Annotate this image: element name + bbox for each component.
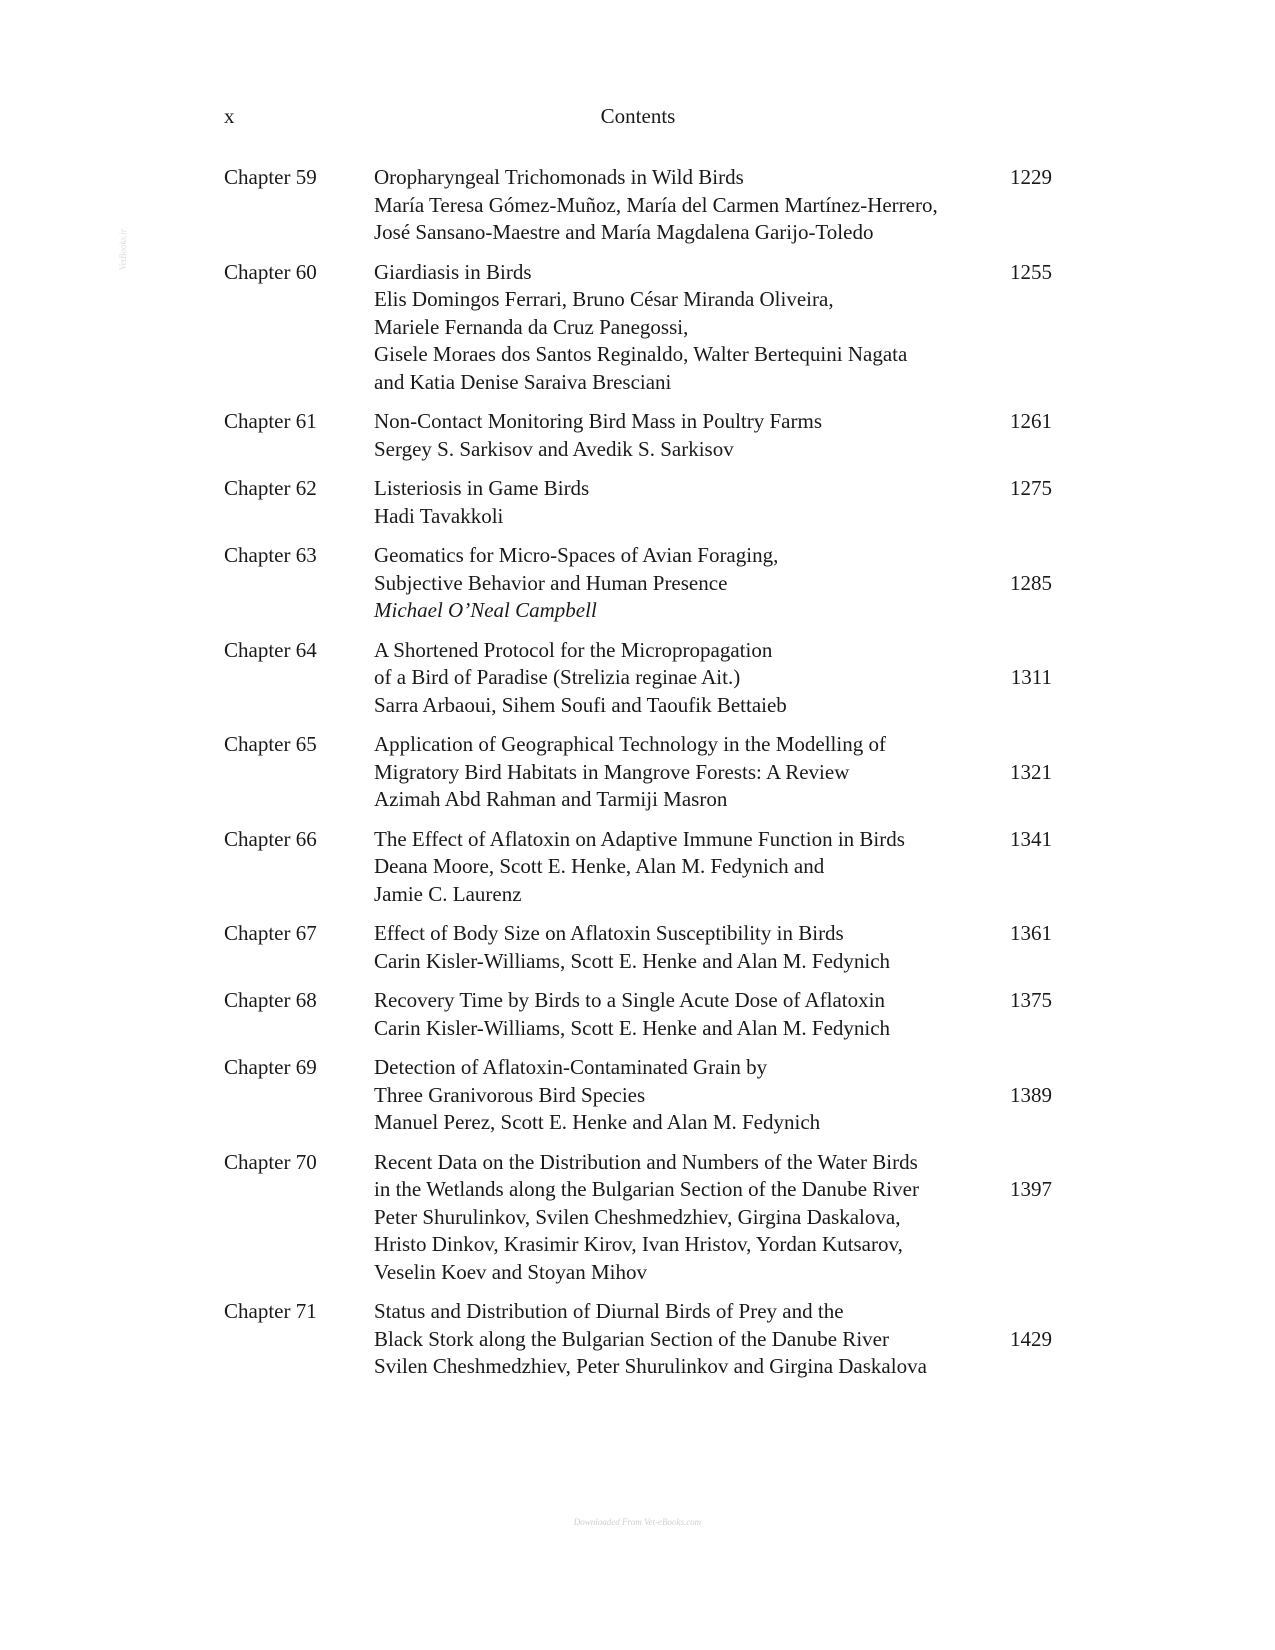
toc-entry[interactable] [224, 826, 1052, 909]
chapter-line: Manuel Perez, Scott E. Henke and Alan M. Fedynich [374, 1110, 821, 1134]
toc-entry[interactable] [224, 475, 1052, 530]
chapter-label: Chapter 70 [224, 1149, 317, 1174]
chapter-line: Carin Kisler-Williams, Scott E. Henke and Alan M. Fedynich [374, 948, 891, 973]
chapter-label: Chapter 65 [224, 732, 317, 756]
chapter-line: Sarra Arbaoui, Sihem Soufi and Taoufik Bettaieb [374, 692, 787, 717]
chapter-line: Deana Moore, Scott E. Henke, Alan M. Fedynich and [374, 854, 825, 878]
chapter-text [374, 408, 1008, 463]
chapter-title-line: Geomatics for Micro-Spaces of Avian Foraging, [374, 543, 779, 567]
chapter-label: Chapter 68 [224, 988, 317, 1012]
chapter-title-line: Effect of Body Size on Aflatoxin Susceptibility in Birds [374, 921, 844, 945]
chapter-line: Mariele Fernanda da Cruz Panegossi, [374, 314, 689, 339]
chapter-text [374, 1149, 1008, 1287]
chapter-title-line: Listeriosis in Game Birds [374, 476, 590, 500]
chapter-text [374, 164, 1008, 247]
chapter-label: Chapter 63 [224, 543, 317, 567]
chapter-line: Three Granivorous Bird Species [374, 1082, 646, 1107]
chapter-line: Sergey S. Sarkisov and Avedik S. Sarkisov [374, 436, 734, 461]
chapter-title-line: Recent Data on the Distribution and Numbers of the Water Birds [374, 1149, 918, 1174]
chapter-title-line: Recovery Time by Birds to a Single Acute Dose of Aflatoxin [374, 988, 885, 1012]
page-number-ref: 1397 [1010, 1177, 1052, 1201]
chapter-line: of a Bird of Paradise (Strelizia reginae Ait.) [374, 665, 741, 689]
toc-entry[interactable] [224, 1298, 1052, 1381]
page-number-ref: 1375 [1010, 988, 1052, 1012]
chapter-title-line: Oropharyngeal Trichomonads in Wild Birds [374, 165, 744, 189]
chapter-line: Veselin Koev and Stoyan Mihov [374, 1259, 647, 1284]
chapter-title-line: Non-Contact Monitoring Bird Mass in Poultry Farms [374, 409, 822, 433]
chapter-text [374, 826, 1008, 909]
toc-entry[interactable] [224, 987, 1052, 1042]
chapter-line: Elis Domingos Ferrari, Bruno César Miranda Oliveira, [374, 287, 834, 311]
chapter-title-line: A Shortened Protocol for the Micropropagation [374, 637, 773, 662]
chapter-title-line: Status and Distribution of Diurnal Birds of Prey and the [374, 1299, 844, 1323]
chapter-text [374, 1054, 1008, 1137]
chapter-line: Gisele Moraes dos Santos Reginaldo, Walter Bertequini Nagata [374, 342, 908, 366]
chapter-title-line: Detection of Aflatoxin-Contaminated Grain by [374, 1055, 768, 1079]
page-header [224, 104, 1052, 134]
toc-entry[interactable] [224, 731, 1052, 814]
chapter-label: Chapter 60 [224, 259, 317, 284]
chapter-line: Migratory Bird Habitats in Mangrove Forests: A Review [374, 759, 850, 784]
chapter-label: Chapter 67 [224, 921, 317, 945]
page-number-ref: 1229 [1010, 165, 1052, 189]
running-head: Contents [600, 104, 676, 128]
chapter-label: Chapter 69 [224, 1055, 317, 1079]
page-number-ref: 1389 [1010, 1082, 1052, 1107]
toc-entry[interactable] [224, 408, 1052, 463]
footer-watermark: Downloaded From Vet-eBooks.com [573, 1517, 702, 1527]
chapter-line: and Katia Denise Saraiva Bresciani [374, 369, 672, 394]
chapter-title-line: Application of Geographical Technology in the Modelling of [374, 732, 886, 756]
chapter-text [374, 637, 1008, 720]
chapter-text [374, 987, 1008, 1042]
chapter-line: Subjective Behavior and Human Presence [374, 570, 728, 595]
chapter-title-line: Giardiasis in Birds [374, 259, 532, 284]
chapter-text [374, 259, 1008, 397]
page-number-ref: 1261 [1010, 409, 1052, 433]
chapter-label: Chapter 62 [224, 476, 317, 500]
page-number-ref: 1321 [1010, 759, 1052, 784]
chapter-text [374, 542, 1008, 625]
toc-entry[interactable] [224, 164, 1052, 247]
page-number-ref: 1311 [1010, 665, 1052, 689]
chapter-line: Jamie C. Laurenz [374, 881, 522, 906]
toc-entry[interactable] [224, 1149, 1052, 1287]
page-number-ref: 1429 [1010, 1326, 1052, 1351]
chapter-line: Peter Shurulinkov, Svilen Cheshmedzhiev, Girgina Daskalova, [374, 1204, 901, 1229]
chapter-line: Black Stork along the Bulgarian Section of the Danube River [374, 1326, 889, 1351]
toc-entry[interactable] [224, 920, 1052, 975]
chapter-label: Chapter 71 [224, 1299, 317, 1323]
page-number-ref: 1341 [1010, 826, 1052, 851]
chapter-line: Hadi Tavakkoli [374, 503, 504, 528]
chapter-title-line: The Effect of Aflatoxin on Adaptive Immune Function in Birds [374, 826, 905, 851]
chapter-text [374, 475, 1008, 530]
page-number: x [224, 104, 235, 128]
chapter-line: Carin Kisler-Williams, Scott E. Henke and Alan M. Fedynich [374, 1015, 891, 1040]
chapter-line: Michael O’Neal Campbell [374, 598, 597, 622]
chapter-line: José Sansano-Maestre and María Magdalena Garijo-Toledo [374, 220, 874, 244]
chapter-line: in the Wetlands along the Bulgarian Section of the Danube River [374, 1177, 919, 1201]
chapter-label: Chapter 64 [224, 637, 317, 662]
page-number-ref: 1361 [1010, 921, 1052, 945]
side-watermark: VetBooks.ir [118, 228, 128, 270]
chapter-text [374, 1298, 1008, 1381]
page-number-ref: 1255 [1010, 259, 1052, 284]
chapter-text [374, 920, 1008, 975]
chapter-line: Hristo Dinkov, Krasimir Kirov, Ivan Hristov, Yordan Kutsarov, [374, 1232, 903, 1256]
page-number-ref: 1285 [1010, 570, 1052, 595]
toc-entry[interactable] [224, 1054, 1052, 1137]
table-of-contents [224, 164, 1052, 1393]
chapter-line: Azimah Abd Rahman and Tarmiji Masron [374, 787, 728, 811]
chapter-label: Chapter 66 [224, 826, 317, 851]
page-number-ref: 1275 [1010, 476, 1052, 500]
chapter-label: Chapter 59 [224, 165, 317, 189]
chapter-line: María Teresa Gómez-Muñoz, María del Carmen Martínez-Herrero, [374, 192, 938, 217]
chapter-text [374, 731, 1008, 814]
chapter-label: Chapter 61 [224, 409, 317, 433]
toc-entry[interactable] [224, 637, 1052, 720]
chapter-line: Svilen Cheshmedzhiev, Peter Shurulinkov and Girgina Daskalova [374, 1354, 927, 1378]
toc-entry[interactable] [224, 542, 1052, 625]
toc-entry[interactable] [224, 259, 1052, 397]
